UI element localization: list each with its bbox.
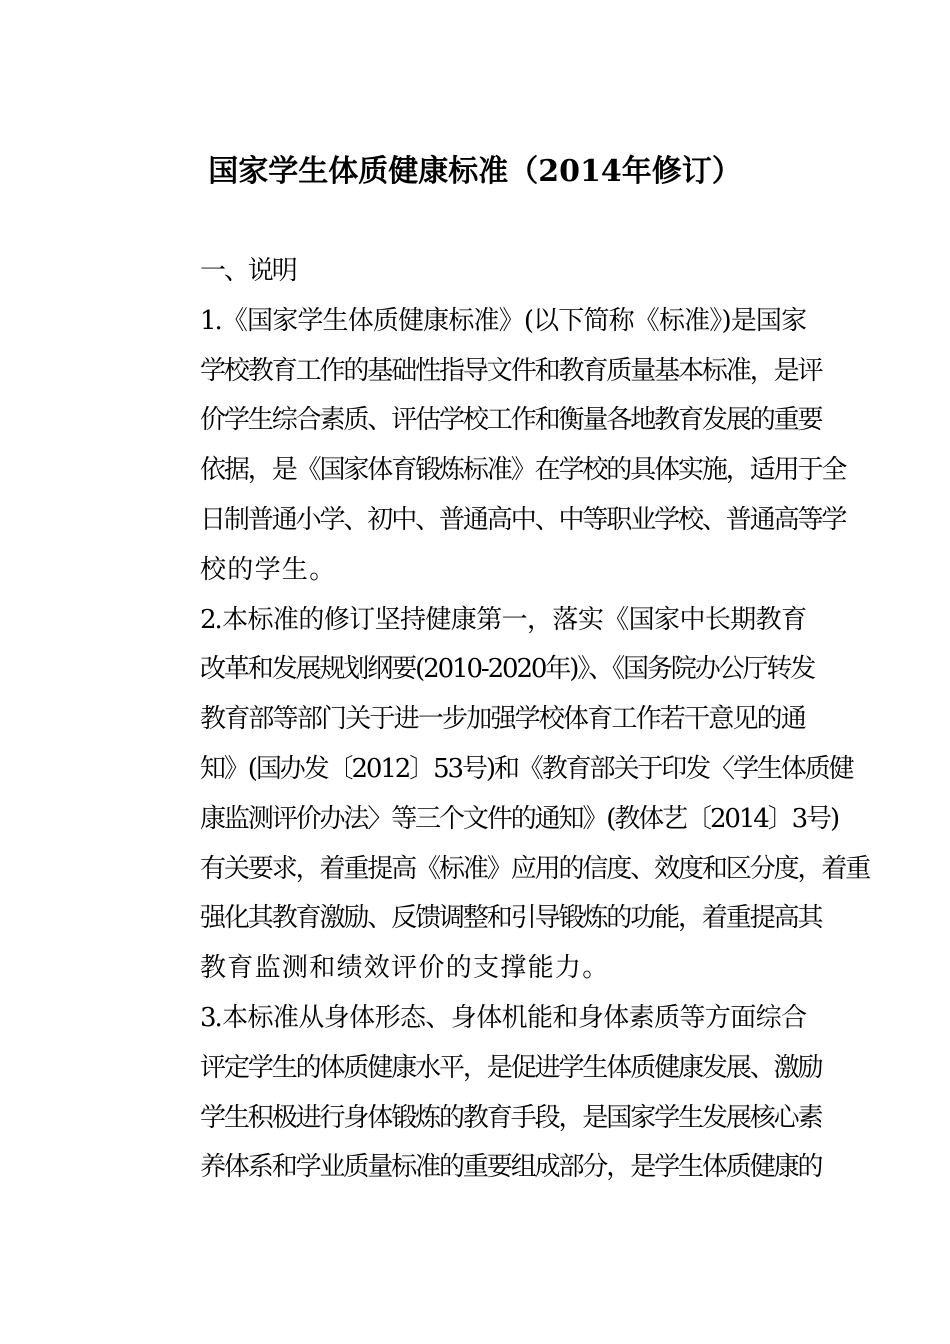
paragraph-line: 养体系和学业质量标准的重要组成部分，是学生体质健康的 (200, 1152, 822, 1183)
paragraph-line: 校的学生。 (200, 554, 337, 585)
paragraph-line: 康监测评价办法〉等三个文件的通知》(教体艺〔2014〕3号) (200, 803, 838, 834)
paragraph-1 (145, 297, 846, 596)
paragraph-line: 评定学生的体质健康水平，是促进学生体质健康发展、激励 (200, 1052, 822, 1083)
section-heading (145, 247, 805, 297)
paragraph-line: 知》(国办发〔2012〕53号)和《教育部关于印发〈学生体质健 (200, 753, 853, 784)
paragraph-line: 学生积极进行身体锻炼的教育手段，是国家学生发展核心素 (200, 1102, 822, 1133)
paragraph-line: 日制普通小学、初中、普通高中、中等职业学校、普通高等学 (200, 504, 846, 535)
paragraph-line: 价学生综合素质、评估学校工作和衡量各地教育发展的重要 (200, 405, 822, 436)
document-body (145, 247, 870, 1193)
paragraph-line: 有关要求，着重提高《标准》应用的信度、效度和区分度，着重 (200, 853, 870, 884)
paragraph-line: 3.本标准从身体形态、身体机能和身体素质等方面综合 (200, 1002, 805, 1033)
paragraph-line: 改革和发展规划纲要(2010-2020年)》、《国务院办公厅转发 (200, 654, 815, 685)
paragraph-line: 2.本标准的修订坚持健康第一，落实《国家中长期教育 (200, 604, 805, 635)
paragraph-2 (145, 596, 870, 994)
heading-line: 一、说明 (200, 256, 296, 286)
paragraph-line: 学校教育工作的基础性指导文件和教育质量基本标准，是评 (200, 355, 822, 386)
document-title: 国家学生体质健康标准（2014年修订） (208, 154, 742, 189)
paragraph-line: 依据，是《国家体育锻炼标准》在学校的具体实施，适用于全 (200, 455, 846, 486)
paragraph-3 (145, 994, 822, 1193)
paragraph-line: 1.《国家学生体质健康标准》(以下简称《标准》)是国家 (200, 305, 805, 336)
paragraph-line: 强化其教育激励、反馈调整和引导锻炼的功能，着重提高其 (200, 903, 822, 934)
paragraph-line: 教育监测和绩效评价的支撑能力。 (200, 953, 610, 984)
paragraph-line: 教育部等部门关于进一步加强学校体育工作若干意见的通 (200, 704, 805, 735)
